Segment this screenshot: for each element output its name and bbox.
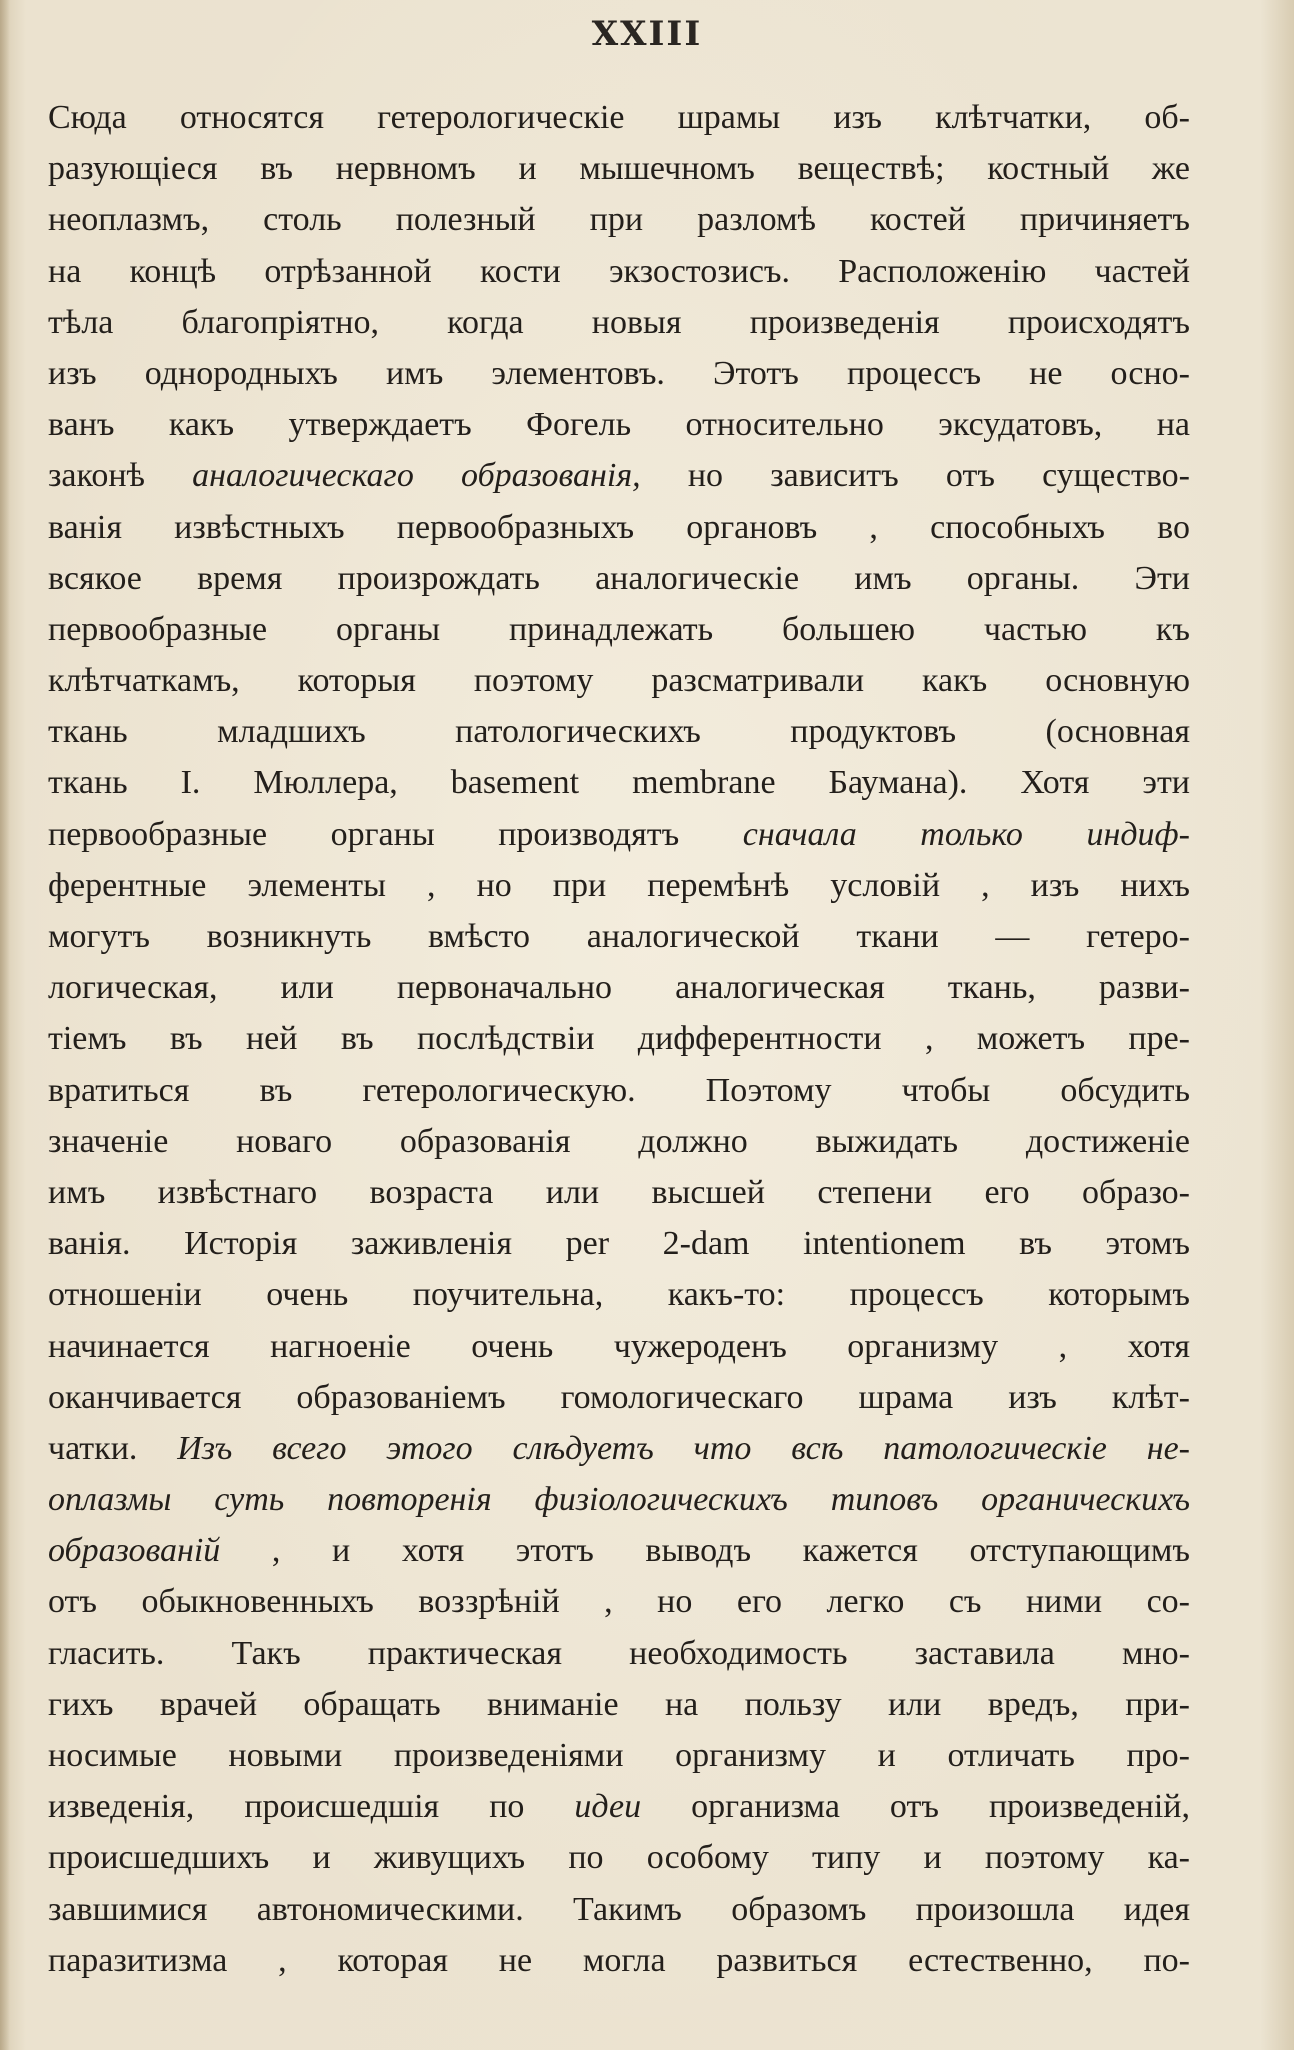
text-segment: оканчивается образованіемъ гомологическаго шрама изъ клѣт-	[48, 1378, 1190, 1416]
text-segment: организма отъ произведеній,	[641, 1788, 1190, 1826]
text-segment: первообразные органы принадлежать большею частью къ	[48, 610, 1190, 648]
text-line	[48, 706, 1190, 757]
page-edge-shadow	[0, 0, 10, 2050]
text-line	[48, 860, 1190, 911]
text-line	[48, 1832, 1190, 1883]
text-segment: логическая, или первоначально аналогическая ткань, разви-	[48, 969, 1190, 1007]
text-line	[48, 143, 1190, 194]
text-segment: ткань младшихъ патологическихъ продуктовъ (основная	[48, 713, 1190, 751]
text-segment: всякое время произрождать аналогическіе имъ органы. Эти	[48, 559, 1190, 597]
text-line	[48, 1730, 1190, 1781]
text-line	[48, 1474, 1190, 1525]
text-segment: тѣла благопріятно, когда новыя произведенія происходятъ	[48, 303, 1190, 341]
text-segment: отношеніи очень поучительна, какъ-то: процессъ которымъ	[48, 1276, 1190, 1314]
text-segment: чатки.	[48, 1429, 178, 1467]
text-line	[48, 1065, 1190, 1116]
italic-text-segment: аналогическаго образованія,	[192, 457, 641, 495]
text-segment: на концѣ отрѣзанной кости экзостозисъ. Расположенію частей	[48, 252, 1190, 290]
text-line	[48, 1576, 1190, 1627]
text-line	[48, 962, 1190, 1013]
text-line	[48, 450, 1190, 501]
text-line	[48, 809, 1190, 860]
text-line	[48, 1884, 1190, 1935]
text-segment: вратиться въ гетерологическую. Поэтому чтобы обсудить	[48, 1071, 1190, 1109]
text-segment: ванъ какъ утверждаетъ Фогель относительно эксудатовъ, на	[48, 406, 1190, 444]
text-segment: ткань I. Мюллера, basement membrane Баумана). Хотя эти	[48, 764, 1190, 802]
text-line	[48, 92, 1190, 143]
text-line	[48, 246, 1190, 297]
text-segment: клѣтчаткамъ, которыя поэтому разсматривали какъ основную	[48, 662, 1190, 700]
text-segment: могутъ возникнуть вмѣсто аналогической ткани — гетеро-	[48, 918, 1190, 955]
text-segment: имъ извѣстнаго возраста или высшей степени его образо-	[48, 1173, 1190, 1211]
italic-text-segment: образованій	[48, 1532, 221, 1570]
text-segment: паразитизма , которая не могла развиться естественно, по-	[48, 1941, 1190, 1979]
text-line	[48, 655, 1190, 706]
text-line	[48, 348, 1190, 399]
text-line	[48, 1321, 1190, 1372]
body-text	[48, 92, 1190, 1986]
text-segment: Сюда относятся гетерологическіе шрамы изъ клѣтчатки, об-	[48, 99, 1190, 136]
text-segment: тіемъ въ ней въ послѣдствіи дифферентности , можетъ пре-	[48, 1020, 1190, 1058]
text-segment: законѣ	[48, 457, 193, 495]
text-line	[48, 1423, 1190, 1474]
text-line	[48, 1628, 1190, 1679]
text-segment: изъ однородныхъ имъ элементовъ. Этотъ процессъ не осно-	[48, 354, 1190, 392]
text-segment: ферентные элементы , но при перемѣнѣ условій , изъ нихъ	[48, 866, 1190, 904]
text-segment: , и хотя этотъ выводъ кажется отступающимъ	[220, 1532, 1190, 1570]
text-segment: значеніе новаго образованія должно выжидать достиженіе	[48, 1122, 1190, 1160]
text-segment: изведенія, происшедшія по	[48, 1788, 575, 1826]
text-line	[48, 1116, 1190, 1167]
text-line	[48, 399, 1190, 450]
text-line	[48, 502, 1190, 553]
text-segment: но зависитъ отъ существо-	[640, 457, 1190, 495]
text-line	[48, 1167, 1190, 1218]
text-segment: носимые новыми произведеніями организму и отличать про-	[48, 1737, 1190, 1774]
text-line	[48, 1525, 1190, 1576]
italic-text-segment: Изъ всего этого слѣдуетъ что всѣ патологическіе не-	[177, 1429, 1190, 1467]
text-line	[48, 1935, 1190, 1986]
text-line	[48, 1372, 1190, 1423]
text-segment: ванія извѣстныхъ первообразныхъ органовъ , способныхъ во	[48, 508, 1190, 546]
text-line	[48, 1679, 1190, 1730]
page-number: XXIII	[591, 14, 703, 54]
text-segment: неоплазмъ, столь полезный при разломѣ костей причиняетъ	[48, 201, 1190, 239]
text-line	[48, 1013, 1190, 1064]
text-line	[48, 757, 1190, 808]
text-segment: происшедшихъ и живущихъ по особому типу и поэтому ка-	[48, 1839, 1190, 1877]
text-line	[48, 1781, 1190, 1832]
text-line	[48, 194, 1190, 245]
text-segment: первообразные органы производятъ	[48, 815, 743, 853]
text-segment: начинается нагноеніе очень чужероденъ организму , хотя	[48, 1327, 1190, 1365]
text-line	[48, 297, 1190, 348]
text-segment: разующіеся въ нервномъ и мышечномъ веществѣ; костный же	[48, 150, 1190, 188]
text-segment: гласить. Такъ практическая необходимость заставила мно-	[48, 1634, 1190, 1672]
text-line	[48, 553, 1190, 604]
italic-text-segment: сначала только индиф-	[742, 815, 1190, 853]
text-segment: завшимися автономическими. Такимъ образомъ произошла идея	[48, 1890, 1190, 1928]
text-line	[48, 1269, 1190, 1320]
italic-text-segment: идеи	[574, 1788, 642, 1826]
italic-text-segment: оплазмы суть повторенія физіологическихъ типовъ органическихъ	[48, 1481, 1190, 1519]
text-segment: гихъ врачей обращать вниманіе на пользу или вредъ, при-	[48, 1685, 1190, 1723]
text-line	[48, 1218, 1190, 1269]
text-segment: ванія. Исторія заживленія per 2-dam intentionem въ этомъ	[48, 1225, 1190, 1263]
text-line	[48, 604, 1190, 655]
text-segment: отъ обыкновенныхъ воззрѣній , но его легко съ ними со-	[48, 1583, 1190, 1621]
text-line	[48, 911, 1190, 962]
